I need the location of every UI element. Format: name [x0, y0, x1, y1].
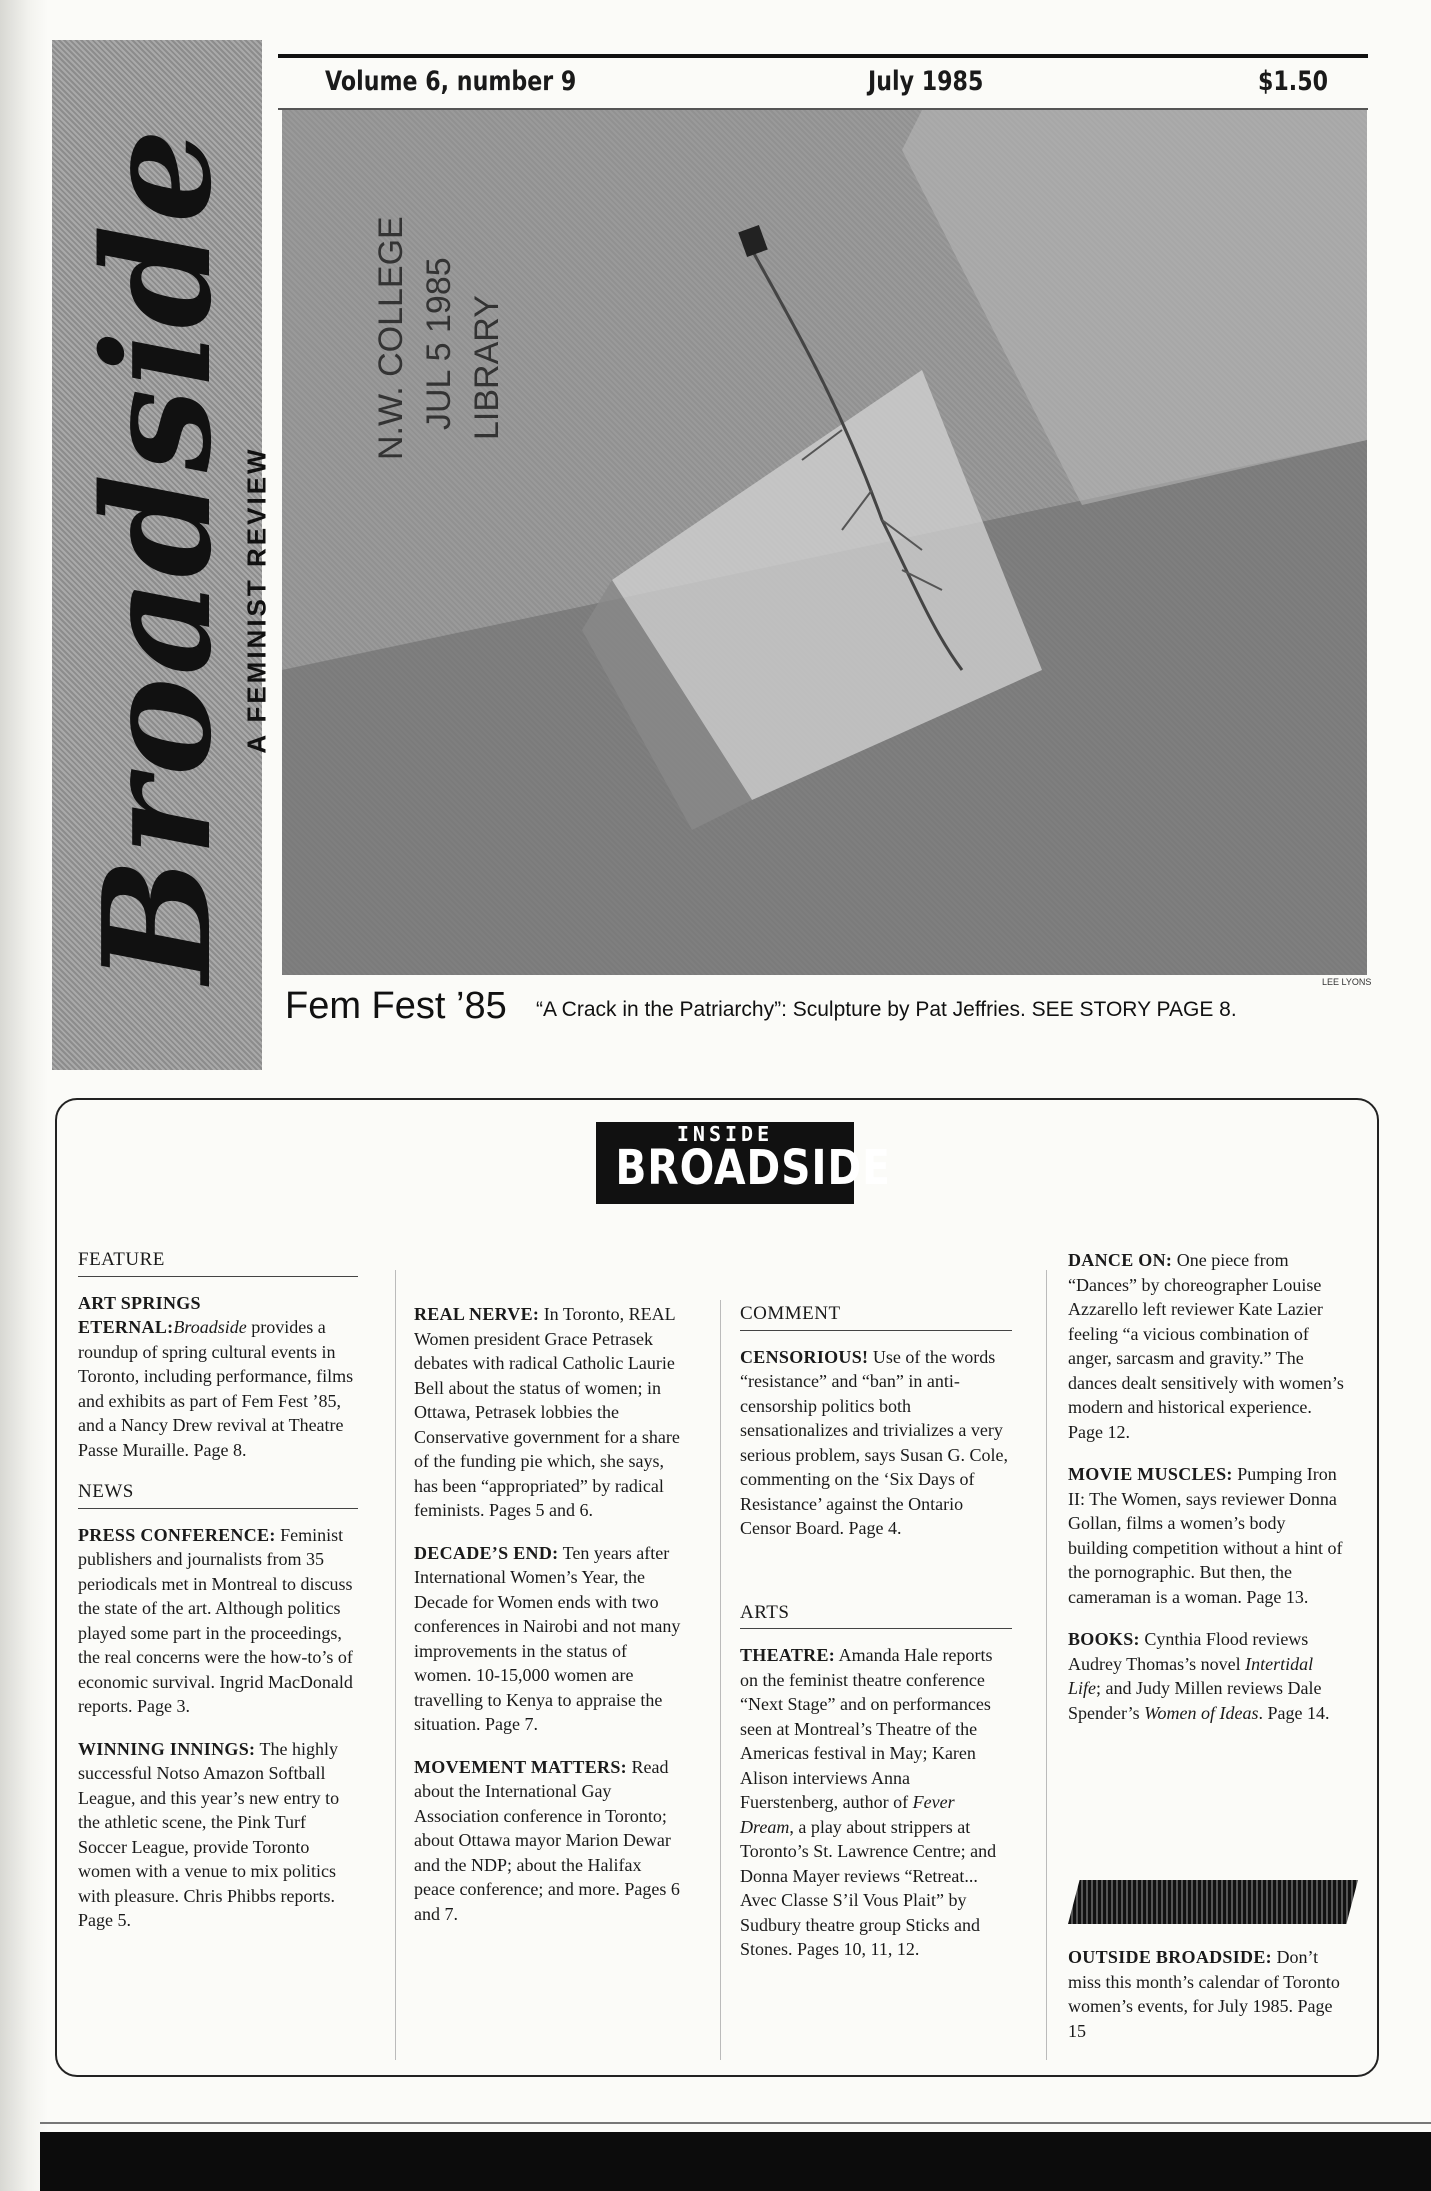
article-body: . Page 14. — [1258, 1702, 1330, 1723]
article-headline: THEATRE: — [740, 1645, 836, 1665]
masthead-spine — [52, 40, 272, 1070]
section-label-feature: FEATURE — [78, 1248, 358, 1277]
article-headline: MOVEMENT MATTERS: — [414, 1756, 627, 1777]
article-real-nerve — [414, 1302, 684, 1523]
header-top-rule — [278, 54, 1368, 58]
article-movie-muscles — [1068, 1462, 1348, 1609]
column-3 — [740, 1302, 1012, 1980]
article-body: Use of the words “resistance” and “ban” in anti-censorship politics both sensationalizes and trivializes a very serious problem, says Susan G. Cole, commenting on the ‘Six Days of Resistance’ against the Ontario Censor Board. Page 4. — [740, 1346, 1008, 1538]
play-title: Fever Dream — [740, 1792, 955, 1837]
bottom-scan-bar — [40, 2132, 1431, 2191]
book-title: Intertidal Life — [1068, 1653, 1314, 1698]
cover-photo — [282, 110, 1367, 975]
issue-volume: Volume 6, number 9 — [325, 66, 577, 97]
article-body: , a play about strippers at Toronto’s St. Lawrence Centre; and Donna Mayer reviews “Retreat... Avec Classe S’il Vous Plait” by Sudbury theatre group Sticks and Stones. Pages 10, 11, 12. — [740, 1816, 997, 1959]
article-body: ; and Judy Millen reviews Dale Spender’s — [1068, 1678, 1322, 1723]
article-headline: WINNING INNINGS: — [78, 1738, 256, 1759]
photo-credit: LEE LYONS — [1322, 977, 1372, 987]
article-censorious — [740, 1345, 1012, 1541]
decorative-banner — [1068, 1880, 1358, 1924]
caption-headline: Fem Fest ’85 — [285, 985, 507, 1027]
article-body: One piece from “Dances” by choreographer Louise Azzarello left reviewer Kate Lazier feeling “a vicious combination of anger, sarcasm and gravity.” The dances dealt sensitively with women’s modern and historical experience. Page 12. — [1068, 1250, 1344, 1442]
column-divider — [1046, 1270, 1047, 2060]
section-label-news: NEWS — [78, 1480, 358, 1509]
article-decades-end — [414, 1541, 684, 1737]
article-body: Pumping Iron II: The Women, says reviewer Donna Gollan, films a women’s body building competition without a hint of the pornographic. But then, the cameraman is a woman. Page 13. — [1068, 1464, 1343, 1607]
article-body: Don’t miss this month’s calendar of Toronto women’s events, for July 1985. Page 15 — [1068, 1947, 1340, 2041]
book-title: Women of Ideas — [1144, 1702, 1259, 1723]
article-body: Cynthia Flood reviews Audrey Thomas’s novel — [1068, 1629, 1309, 1674]
article-books — [1068, 1627, 1348, 1725]
article-headline: CENSORIOUS! — [740, 1346, 869, 1367]
issue-date: July 1985 — [868, 66, 984, 97]
article-body: Feminist publishers and journalists from 35 periodicals met in Montreal to discuss the state of the art. Although politics played some part in the proceedings, the real concerns were the how-to’s of economic survival. Ingrid MacDonald reports. Page 3. — [78, 1524, 353, 1716]
column-1 — [78, 1248, 358, 1951]
scan-edge — [0, 0, 48, 2191]
inside-logo-top: INSIDE — [676, 1122, 774, 1146]
article-publication-title: Broadside — [173, 1317, 247, 1337]
library-stamp-line-1: N.W. COLLEGE — [372, 216, 410, 460]
library-stamp-line-2: JUL 5 1985 — [420, 257, 458, 430]
article-headline: MOVIE MUSCLES: — [1068, 1464, 1233, 1484]
article-body: Amanda Hale reports on the feminist theatre conference “Next Stage” and on performances seen at Montreal’s Theatre of the Americas festival in May; Karen Alison interviews Anna Fuerstenberg, author of — [740, 1645, 993, 1812]
column-4 — [1068, 1248, 1348, 1743]
issue-price: $1.50 — [1258, 66, 1329, 97]
article-outside-broadside — [1068, 1945, 1348, 2043]
article-body: Ten years after International Women’s Year, the Decade for Women ends with two conferences in Nairobi and not many improvements in the status of women. 10-15,000 women are travelling to Kenya to appraise the situation. Page 7. — [414, 1542, 681, 1734]
masthead-title: Broadside — [70, 126, 244, 984]
article-movement-matters — [414, 1755, 684, 1927]
column-2 — [414, 1302, 684, 1944]
inside-logo-main: BROADSIDE — [615, 1140, 891, 1196]
article-theatre — [740, 1643, 1012, 1962]
section-label-comment: COMMENT — [740, 1302, 1012, 1331]
article-body: Read about the International Gay Association conference in Toronto; about Ottawa mayor Marion Dewar and the NDP; about the Halifax peace conference; and more. Pages 6 and 7. — [414, 1756, 680, 1924]
article-headline: PRESS CONFERENCE: — [78, 1524, 276, 1545]
sculpture-image — [282, 110, 1367, 975]
article-headline: BOOKS: — [1068, 1629, 1140, 1649]
library-stamp-line-3: LIBRARY — [468, 295, 506, 440]
article-dance-on — [1068, 1248, 1348, 1444]
article-press-conference — [78, 1523, 358, 1719]
article-headline: DANCE ON: — [1068, 1250, 1173, 1270]
article-headline: DECADE’S END: — [414, 1542, 559, 1563]
caption-text: “A Crack in the Patriarchy”: Sculpture by Pat Jeffries. SEE STORY PAGE 8. — [536, 998, 1237, 1021]
article-art-springs — [78, 1291, 358, 1463]
article-body: provides a roundup of spring cultural events in Toronto, including performance, films and exhibits as part of Fem Fest ’85, and a Nancy Drew revival at Theatre Passe Muraille. Page 8. — [78, 1317, 354, 1460]
bottom-rule — [40, 2122, 1431, 2124]
section-label-arts: ARTS — [740, 1601, 1012, 1630]
article-headline: REAL NERVE: — [414, 1304, 540, 1324]
article-winning-innings — [78, 1737, 358, 1933]
article-body: The highly successful Notso Amazon Softball League, and this year’s new entry to the athletic scene, the Pink Turf Soccer League, provide Toronto women with a venue to mix politics with pleasure. Chris Phibbs reports. Page 5. — [78, 1738, 340, 1930]
article-headline: OUTSIDE BROADSIDE: — [1068, 1947, 1272, 1967]
column-divider — [395, 1270, 396, 2060]
article-body: In Toronto, REAL Women president Grace Petrasek debates with radical Catholic Laurie Bell about the status of women; in Ottawa, Petrasek lobbies the Conservative government for a share of the funding pie which, she says, has been “appropriated” by radical feminists. Pages 5 and 6. — [414, 1304, 680, 1520]
column-divider — [720, 1300, 721, 2060]
article-headline: ART SPRINGS ETERNAL: — [78, 1292, 201, 1337]
inside-broadside-logo — [596, 1122, 891, 1204]
masthead-subtitle: A FEMINIST REVIEW — [241, 446, 272, 754]
